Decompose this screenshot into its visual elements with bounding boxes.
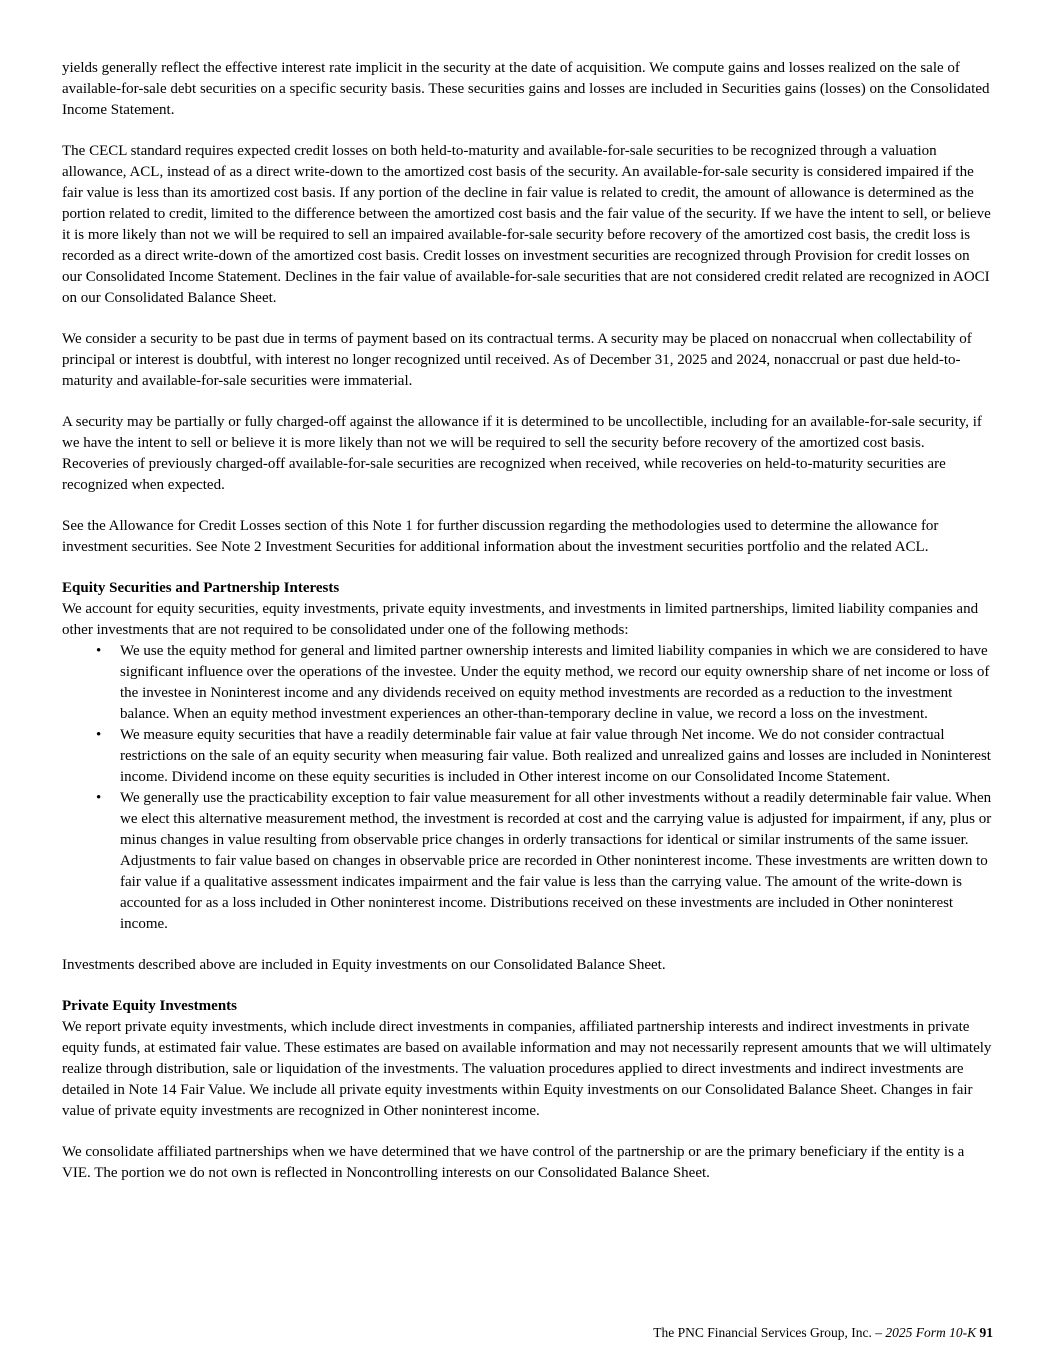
body-paragraph: A security may be partially or fully charged-off against the allowance if it is determined to be uncollectible, including for an available-for-sale security, if we have the intent to sell or believe it is more likely than not we will be required to sell the security before recovery of the amortized cost basis. Recoveries of previously charged-off available-for-sale securities are recognized when received, while recoveries on held-to-maturity securities are recognized when expected.: [62, 414, 982, 493]
footer-company-name: The PNC Financial Services Group, Inc. –: [653, 1325, 882, 1340]
footer-form-title: 2025 Form 10-K: [885, 1325, 977, 1340]
body-paragraph: See the Allowance for Credit Losses section of this Note 1 for further discussion regarding the methodologies used to determine the allowance for investment securities. See Note 2 Investment Securities for additional information about the investment securities portfolio and the related ACL.: [62, 518, 939, 555]
bullet-marker: •: [96, 727, 102, 743]
bullet-marker: •: [96, 643, 102, 659]
document-content: [62, 58, 993, 1184]
bullet-list: [62, 641, 993, 935]
body-paragraph: Investments described above are included in Equity investments on our Consolidated Balance Sheet.: [62, 957, 666, 973]
body-paragraph: We consider a security to be past due in terms of payment based on its contractual terms. A security may be placed on nonaccrual when collectability of principal or interest is doubtful, with interest no longer recognized until received. As of December 31, 2025 and 2024, nonaccrual or past due held-to-maturity and available-for-sale securities were immaterial.: [62, 331, 972, 389]
bullet-item: [62, 788, 993, 935]
bullet-text: We use the equity method for general and limited partner ownership interests and limited liability companies in which we are considered to have significant influence over the operations of the investee. Under the equity method, we record our equity ownership share of net income or loss of the investee in Noninterest income and any dividends received on equity method investments are recorded as a reduction to the investment balance. When an equity method investment experiences an other-than-temporary decline in value, we record a loss on the investment.: [120, 643, 990, 722]
body-paragraph: We consolidate affiliated partnerships when we have determined that we have control of the partnership or are the primary beneficiary if the entity is a VIE. The portion we do not own is reflected in Noncontrolling interests on our Consolidated Balance Sheet.: [62, 1144, 965, 1181]
body-paragraph: yields generally reflect the effective interest rate implicit in the security at the date of acquisition. We compute gains and losses realized on the sale of available-for-sale debt securities on a specific security basis. These securities gains and losses are included in Securities gains (losses) on the Consolidated Income Statement.: [62, 60, 990, 118]
page-footer: [653, 1324, 993, 1341]
footer-page-number: 91: [979, 1325, 993, 1340]
bullet-text: We generally use the practicability exception to fair value measurement for all other investments without a readily determinable fair value. When we elect this alternative measurement method, the investment is recorded at cost and the carrying value is adjusted for impairment, if any, plus or minus changes in value resulting from observable price changes in orderly transactions for identical or similar instruments of the same issuer. Adjustments to fair value based on changes in observable price are recorded in Other noninterest income. These investments are written down to fair value if a qualitative assessment indicates impairment and the fair value is less than the carrying value. The amount of the write-down is accounted for as a loss included in Other noninterest income. Distributions received on these investments are included in Other noninterest income.: [120, 790, 992, 932]
bullet-text: We measure equity securities that have a readily determinable fair value at fair value through Net income. We do not consider contractual restrictions on the sale of an equity security when measuring fair value. Both realized and unrealized gains and losses are included in Noninterest income. Dividend income on these equity securities is included in Other interest income on our Consolidated Income Statement.: [120, 727, 991, 785]
bullet-item: [62, 641, 993, 725]
section-heading-equity-securities: Equity Securities and Partnership Interests: [62, 580, 340, 596]
body-paragraph: The CECL standard requires expected credit losses on both held-to-maturity and available-for-sale securities to be recognized through a valuation allowance, ACL, instead of as a direct write-down to the amortized cost basis of the security. An available-for-sale security is considered impaired if the fair value is less than its amortized cost basis. If any portion of the decline in fair value is related to credit, the amount of allowance is determined as the portion related to credit, limited to the difference between the amortized cost basis and the fair value of the security. If we have the intent to sell, or believe it is more likely than not we will be required to sell an impaired available-for-sale security before recovery of the amortized cost basis, the credit loss is recorded as a direct write-down of the amortized cost basis. Credit losses on investment securities are recognized through Provision for credit losses on our Consolidated Income Statement. Declines in the fair value of available-for-sale securities that are not considered credit related are recognized in AOCI on our Consolidated Balance Sheet.: [62, 143, 991, 306]
body-paragraph: We report private equity investments, which include direct investments in companies, affiliated partnership interests and indirect investments in private equity funds, at estimated fair value. These estimates are based on available information and may not necessarily represent amounts that we will ultimately realize through distribution, sale or liquidation of the investments. The valuation procedures applied to direct investments and indirect investments are detailed in Note 14 Fair Value. We include all private equity investments within Equity investments on our Consolidated Balance Sheet. Changes in fair value of private equity investments are recognized in Other noninterest income.: [62, 1019, 992, 1119]
bullet-marker: •: [96, 790, 102, 806]
section-intro-paragraph: We account for equity securities, equity investments, private equity investments, and investments in limited partnerships, limited liability companies and other investments that are not required to be consolidated under one of the following methods:: [62, 601, 979, 638]
bullet-item: [62, 725, 993, 788]
section-heading-private-equity: Private Equity Investments: [62, 998, 237, 1014]
